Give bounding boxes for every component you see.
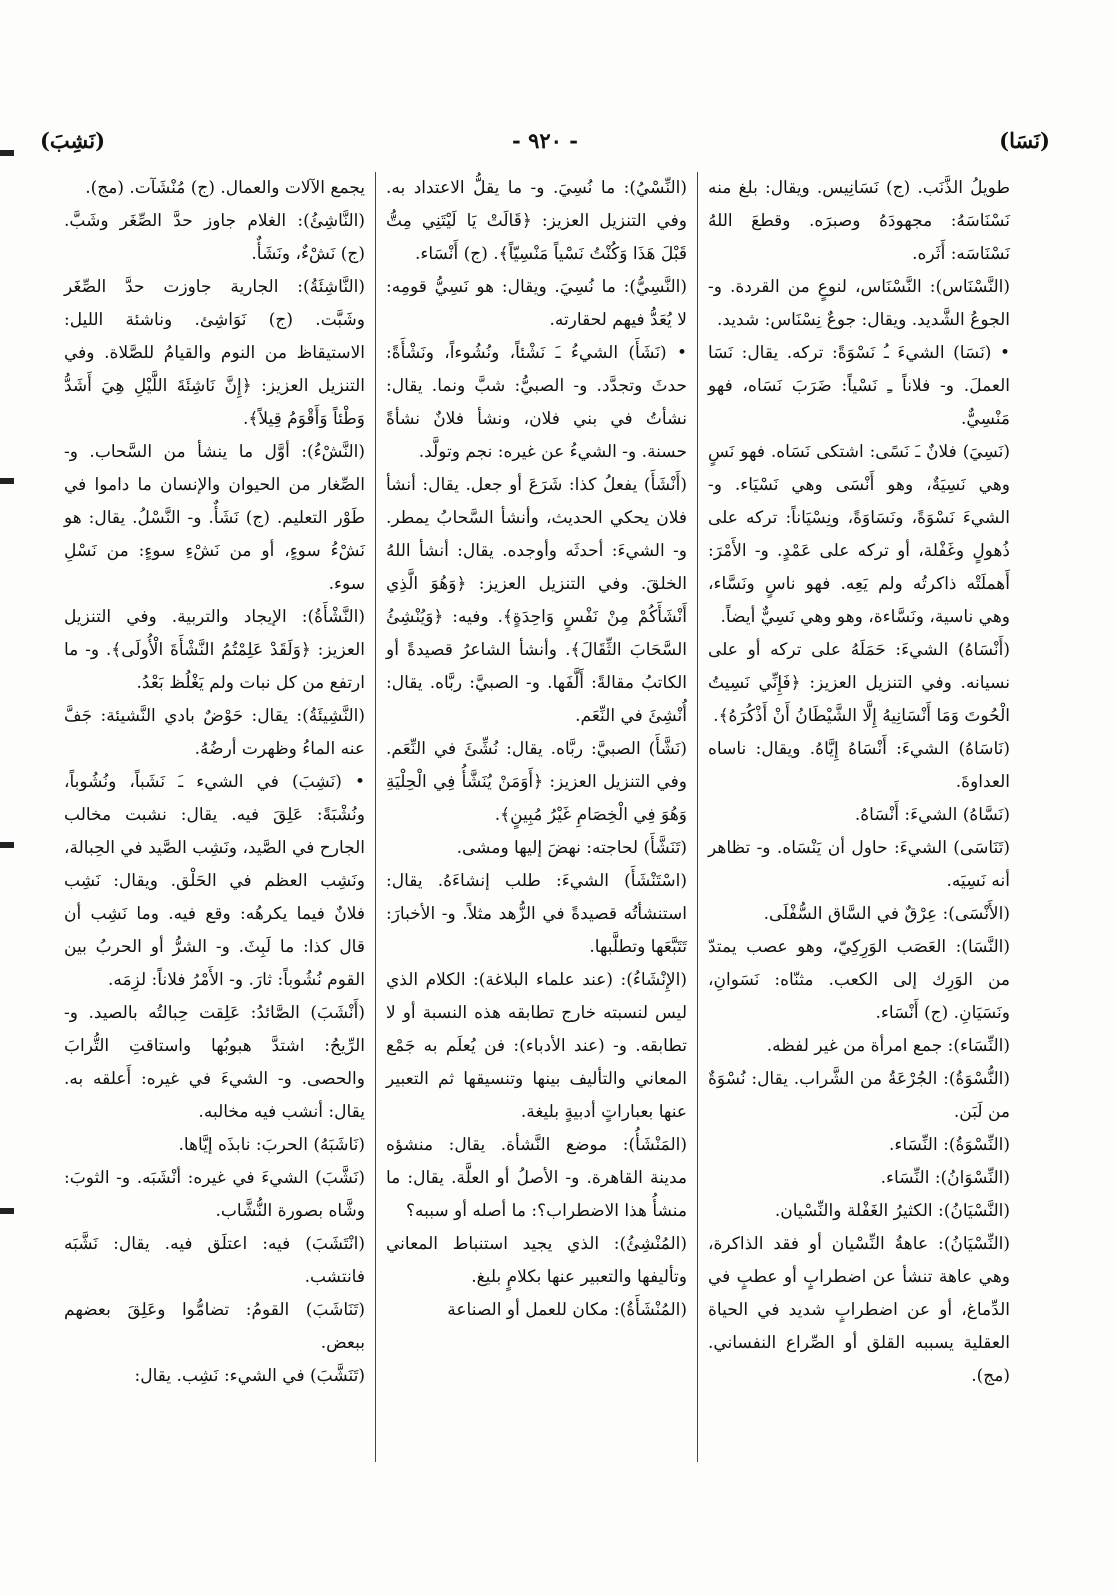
column-middle <box>376 172 698 1462</box>
dictionary-entry: (نَشَّبَ) الشيءَ في غيره: أنْشَبَه. و- الثوبَ: وشَّاه بصورة النُّشَّاب. <box>64 1168 365 1221</box>
dictionary-entry: (أَنْشَأَ) يفعلُ كذا: شَرَعَ أو جعل. يقال: أنشأ فلان يحكي الحديث، وأنشأ السَّحابُ يمطر. و- الشيءَ: أحدثَه وأوجده. يقال: أنشأ اللهُ الخلقَ. وفي التنزيل العزيز: ﴿وَهُوَ الَّذِي أَنْشَأَكُمْ مِنْ نَفْسٍ وَاحِدَةٍ﴾. وفيه: ﴿وَيُنْشِئُ السَّحَابَ الثِّقَالَ﴾. وأنشأ الشاعرُ قصيدةً أو الكاتبُ مقالةً: أَلَّفَها. و- الصبيَّ: ربَّاه. يقال: أُنْشِئَ في النِّعَم. <box>386 475 687 726</box>
dictionary-entry: (النَّسْنَاس): النَّسْنَاس، لنوعٍ من القردة. و- الجوعُ الشَّديد. ويقال: جوعٌ نِسْنَاس: شديد. <box>708 277 1010 330</box>
right-guide-word: (نَسَا) <box>999 128 1050 153</box>
dictionary-entry: (النِّسْيُ): ما نُسِيَ. و- ما يقلُّ الاعتداد به. وفي التنزيل العزيز: ﴿قَالَتْ يَا لَيْتَنِي مِتُّ قَبْلَ هَذَا وَكُنْتُ نَسْياً مَنْسِيّاً﴾. (ج) أَنْسَاء. <box>386 178 687 264</box>
dictionary-entry: طويلُ الذَّنَب. (ج) نَسَانِيس. ويقال: بلغ منه نَسْنَاسَهُ: مجهودَهُ وصبرَه. وقطعَ اللهُ نَسْنَاسَه: أَثَره. <box>708 178 1010 264</box>
dictionary-entry: (نَاشَبَهُ) الحربَ: نابذَه إيَّاها. <box>178 1135 365 1155</box>
dictionary-entry: (النَّاشِئُ): الغلام جاوز حدَّ الصِّغَر وشَبَّ. (ج) نَشْءٌ، ونَشَأٌ. <box>64 211 365 264</box>
page-number: - ٩٢٠ - <box>512 128 578 153</box>
dictionary-entry: (نَشَّأَ) الصبيَّ: ربَّاه. يقال: نُشِّئَ في النِّعَم. وفي التنزيل العزيز: ﴿أَوَمَنْ يُنَشَّأُ فِي الْحِلْيَةِ وَهُوَ فِي الْخِصَامِ غَيْرُ مُبِينٍ﴾. <box>386 739 687 825</box>
dictionary-entry: (النَّسَا): العَصَب الوَرِكِيّ، وهو عصب يمتدّ من الوَرِك إلى الكعب. مثنّاه: نَسَوانِ، ونَسَيَانِ. (ج) أَنْسَاء. <box>708 937 1010 1023</box>
dictionary-entry: (الأَنْسَى): عِرْقٌ في السَّاق السُّفْلَى. <box>763 904 1010 924</box>
dictionary-entry: (تَنَشَّأَ) لحاجته: نهضَ إليها ومشى. <box>456 838 687 858</box>
dictionary-entry: (الإِنْشَاءُ): (عند علماء البلاغة): الكلام الذي ليس لنسبته خارج تطابقه هذه النسبة أو لا تطابقه. و- (عند الأدباء): فن يُعلَم به جَمْع المعاني والتأليف بينها وتنسيقها ثم التعبير عنها بعباراتٍ أدبيةٍ بليغة. <box>386 970 687 1122</box>
dictionary-entry: (أَنْشَبَ) الصَّائدُ: عَلِقت حِبالتُه بالصيد. و- الرِّيحُ: اشتدَّ هبوبُها واستاقتِ التُّرابَ والحصى. و- الشيءَ في غيره: أَعلقه به. يقال: أنشب فيه مخالبه. <box>64 1003 365 1122</box>
dictionary-entry: (تَنَشَّبَ) في الشيء: نَشِب. يقال: <box>134 1366 365 1386</box>
margin-mark <box>0 1208 14 1214</box>
dictionary-entry: (تَنَاسَى) الشيءَ: حاول أن يَنْسَاه. و- تظاهر أنه نَسِيَه. <box>708 838 1010 891</box>
dictionary-entry: (انْتَشَبَ) فيه: اعتلَق فيه. يقال: نَشَّبَه فانتشب. <box>64 1234 365 1287</box>
left-guide-word: (نَشِبَ) <box>40 128 106 153</box>
dictionary-columns <box>52 172 1020 1462</box>
dictionary-entry: (المَنْشَأُ): موضع النَّشأة. يقال: منشؤه مدينة القاهرة. و- الأصلُ أو العلَّة. يقال: ما منشأُ هذا الاضطراب؟: ما أصله أو سببه؟ <box>386 1135 687 1221</box>
dictionary-entry: (النَّشْأَةُ): الإيجاد والتربية. وفي التنزيل العزيز: ﴿وَلَقَدْ عَلِمْتُمُ النَّشْأَةَ الْأُولَى﴾. و- ما ارتفع من كل نبات ولم يَغْلُظ بَعْدُ. <box>64 607 365 693</box>
margin-mark <box>0 478 14 484</box>
column-left <box>54 172 376 1462</box>
dictionary-entry: (النَّشْءُ): أوَّل ما ينشأ من السَّحاب. و- الصِّغار من الحيوان والإنسان ما داموا في طَوْر التعليم. (ج) نَشَأٌ. و- النَّسْلُ. يقال: هو نَشْءُ سوءٍ، أو من نَشْءِ سوءٍ: من نَسْلِ سوء. <box>64 442 365 594</box>
dictionary-entry: (نَسَّاهُ) الشيءَ: أَنْسَاهُ. <box>854 805 1010 825</box>
dictionary-entry: (المُنْشِئُ): الذي يجيد استنباط المعاني وتأليفها والتعبير عنها بكلامٍ بليغ. <box>386 1234 687 1287</box>
margin-mark <box>0 150 14 156</box>
dictionary-entry: (أَنْسَاهُ) الشيءَ: حَمَلَهُ على تركه أو على نسيانه. وفي التنزيل العزيز: ﴿فَإِنِّي نَسِيتُ الْحُوتَ وَمَا أَنْسَانِيهُ إِلَّا الشَّيْطَانُ أَنْ أَذْكُرَهُ﴾. <box>708 640 1010 726</box>
dictionary-entry: (النِّسْيَانُ): عاهةُ النِّسْيان أو فقد الذاكرة، وهي عاهة تنشأ عن اضطرابٍ أو عطبٍ في الدِّماغ، أو عن اضطرابٍ شديد في الحياة العقلية يسببه القلق أو الصِّراع النفساني. (مج). <box>708 1234 1010 1386</box>
dictionary-entry: (النِّسَاء): جمع امرأة من غير لفظه. <box>766 1036 1010 1056</box>
dictionary-entry: (اسْتَنْشَأَ) الشيءَ: طلب إنشاءَهُ. يقال: استنشأتُه قصيدةً في الزُّهد مثلاً. و- الأخبارَ: تَتَبَّعَها وتطلَّبها. <box>386 871 687 957</box>
dictionary-entry: (النَّشِيئَةُ): يقال: حَوْضٌ بادي النَّشيئة: جَفَّ عنه الماءُ وظهرت أرضُهُ. <box>64 706 365 759</box>
dictionary-entry: (نَاسَاهُ) الشيءَ: أَنْسَاهُ إِيَّاهُ. ويقال: ناساه العداوةَ. <box>708 739 1010 792</box>
dictionary-entry: • (نَشِبَ) في الشيء ـَ نَشَباً، ونُشُوباً، ونُشْبَةً: عَلِقَ فيه. يقال: نشبت مخالب الجارح في الصَّيد، ونَشِب الصَّيد في الحِبالة، ونَشِب العظم في الحَلْق. ويقال: نَشِب فلانٌ فيما يكرهُه: وقع فيه. وما نَشِب أن قال كذا: ما لَبِثَ. و- الشرُّ أو الحربُ بين القوم نُشُوباً: ثارَ. و- الأَمْرُ فلاناً: لزِمَه. <box>64 772 365 990</box>
column-right <box>698 172 1020 1462</box>
dictionary-entry: (النَّسْيَانُ): الكثيرُ الغَفْلة والنِّسْيان. <box>774 1201 1010 1221</box>
dictionary-entry: (المُنْشَأَةُ): مكان للعمل أو الصناعة <box>447 1300 687 1320</box>
dictionary-entry: (النِّسْوَةُ): النِّسَاء. <box>888 1135 1010 1155</box>
margin-mark <box>0 842 14 848</box>
dictionary-entry: • (نَسَا) الشيءَ ـُ نَسْوَةً: تركه. يقال: نَسَا العملَ. و- فلاناً ـِ نَسْياً: ضَرَبَ نَسَاه، فهو مَنْسِيٌّ. <box>708 343 1010 429</box>
dictionary-entry: (نَسِيَ) فلانٌ ـَ نَسًى: اشتكى نَسَاه. فهو نَسٍ وهي نَسِيَةٌ، وهو أَنْسَى وهي نَسْيَاء. و- الشيءَ نَسْوَةً، ونَسَاوَةً، ونِسْيَاناً: تركه على ذُهولٍ وغَفْلة، أو تركه على عَمْدٍ. و- الأَمْرَ: أَهملَتْه ذاكرتُه ولم يَعِه. فهو ناسٍ ونَسَّاء، وهي ناسية، ونَسَّاءة، وهو وهي نَسِيٌّ أيضاً. <box>708 442 1010 627</box>
dictionary-entry: (تَنَاشَبَ) القومُ: تضامُّوا وعَلِقَ بعضهم ببعض. <box>64 1300 365 1353</box>
page-header <box>40 128 1050 168</box>
dictionary-entry: • (نَشَأَ) الشيءُ ـَ نَشْئاً، ونُشُوءاً، ونَشْأَةً: حدثَ وتجدَّد. و- الصبيُّ: شبَّ ونما. يقال: نشأتُ في بني فلان، ونشأ فلانٌ نشأةً حسنة. و- الشيءُ عن غيره: نجم وتولَّد. <box>386 343 687 462</box>
dictionary-entry: (النُّسْوَةُ): الجُرْعَةُ من الشَّراب. يقال: نُسْوَةٌ من لَبَن. <box>708 1069 1010 1122</box>
dictionary-entry: (النَّاشِئَةُ): الجارية جاوزت حدَّ الصِّغَر وشَبَّت. (ج) نَوَاشِئ. وناشئة الليل: الاستيقاظ من النوم والقيامُ للصَّلاة. وفي التنزيل العزيز: ﴿إِنَّ نَاشِئَةَ اللَّيْلِ هِيَ أَشَدُّ وَطْئاً وَأَقْوَمُ قِيلاً﴾. <box>64 277 365 429</box>
dictionary-entry: (النِّسْوَانُ): النِّسَاء. <box>880 1168 1010 1188</box>
dictionary-entry: يجمع الآلات والعمال. (ج) مُنْشَآت. (مج). <box>85 178 365 198</box>
dictionary-entry: (النَّسِيُّ): ما نُسِيَ. ويقال: هو نَسِيُّ قومِه: لا يُعَدُّ فيهم لحقارته. <box>386 277 687 330</box>
